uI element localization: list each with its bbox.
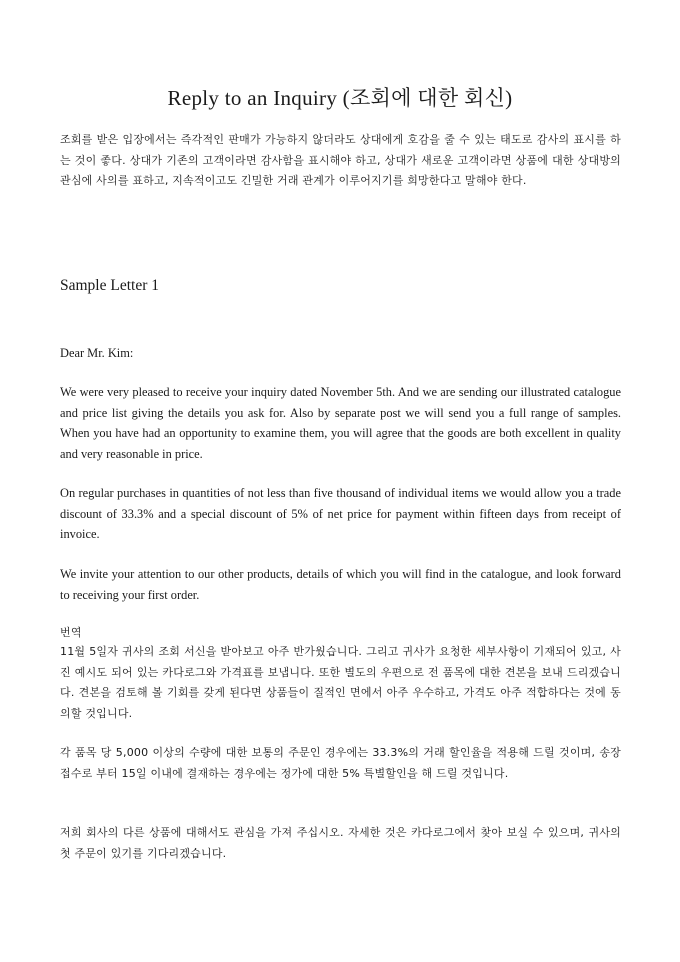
section-heading: Sample Letter 1 xyxy=(60,277,159,294)
intro-paragraph: 조회를 받은 입장에서는 즉각적인 판매가 가능하지 않더라도 상대에게 호감을 줄 수 있는 태도로 감사의 표시를 하는 것이 좋다. 상대가 기존의 고객이라면 감사함을 표시해야 하고, 상대가 새로운 고객이라면 상품에 대한 상대방의 관심에 사의를 표하고, 지속적이고도 긴밀한 거래 관계가 이루어지기를 희망한다고 말해야 한다. xyxy=(60,133,621,187)
translation-paragraph-1: 11월 5일자 귀사의 조회 서신을 받아보고 아주 반가웠습니다. 그리고 귀사가 요청한 세부사항이 기재되어 있고, 사진 예시도 되어 있는 카다로그와 가격표를 보냅니다. 또한 별도의 우편으로 전 품목에 대한 견본을 보내 드리겠습니다. 견본을 검토해 볼 기회를 갖게 된다면 상품들이 질적인 면에서 아주 우수하고, 가격도 아주 적합하다는 것에 동의할 것입니다. xyxy=(60,645,621,720)
letter-paragraph-3: We invite your attention to our other products, details of which you will find in the catalogue, and look forward to receiving your first order. xyxy=(60,567,621,602)
letter-salutation: Dear Mr. Kim: xyxy=(60,346,134,360)
translation-paragraph-3: 저희 회사의 다른 상품에 대해서도 관심을 가져 주십시오. 자세한 것은 카다로그에서 찾아 보실 수 있으며, 귀사의 첫 주문이 있기를 기다리겠습니다. xyxy=(60,826,621,860)
translation-paragraph-2: 각 품목 당 5,000 이상의 수량에 대한 보통의 주문인 경우에는 33.3%의 거래 할인율을 적용해 드릴 것이며, 송장 접수로 부터 15일 이내에 결재하는 경우에는 정가에 대한 5% 특별할인을 해 드릴 것입니다. xyxy=(60,746,621,780)
translation-label: 번역 xyxy=(60,626,82,639)
document-title: Reply to an Inquiry (조회에 대한 회신) xyxy=(167,86,513,110)
letter-paragraph-2: On regular purchases in quantities of not less than five thousand of individual items we would allow you a trade discount of 33.3% and a special discount of 5% of net price for payment within fifteen days from receipt of invoice. xyxy=(60,486,621,541)
letter-paragraph-1: We were very pleased to receive your inquiry dated November 5th. And we are sending our illustrated catalogue and price list giving the details you ask for. Also by separate post we will send you a full range of samples. When you have had an opportunity to examine them, you will agree that the goods are both excellent in quality and very reasonable in price. xyxy=(60,385,621,461)
